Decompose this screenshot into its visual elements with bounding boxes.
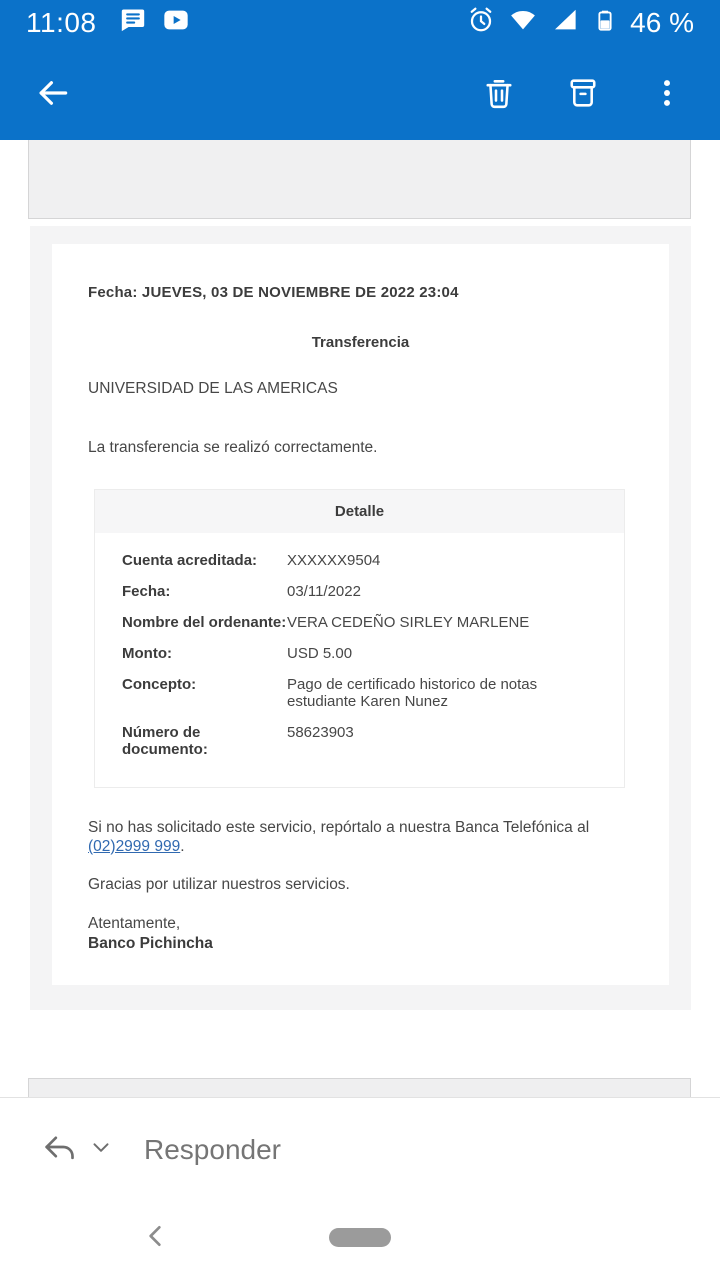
- phone-link[interactable]: (02)2999 999: [88, 838, 181, 855]
- detail-table: [94, 489, 625, 788]
- fraud-notice-period: .: [180, 838, 185, 855]
- intro-text: La transferencia se realizó correctamente.: [88, 439, 378, 456]
- clock-time: 11:08: [26, 6, 97, 38]
- nav-back-chevron-icon[interactable]: [140, 1220, 172, 1252]
- next-quoted-block: [28, 1078, 691, 1097]
- alarm-icon: [466, 5, 496, 40]
- delete-trash-icon[interactable]: [470, 64, 528, 122]
- thanks-text: Gracias por utilizar nuestros servicios.: [88, 876, 350, 893]
- table-row: [95, 545, 624, 576]
- reply-arrow-icon: [40, 1130, 80, 1169]
- table-row: [95, 607, 624, 638]
- row-label: Nombre del ordenante:: [122, 614, 287, 631]
- row-value: 03/11/2022: [287, 583, 361, 600]
- signal-icon: [550, 5, 580, 40]
- status-bar: [0, 0, 720, 45]
- table-row: [95, 669, 624, 717]
- overflow-menu-icon[interactable]: [638, 64, 696, 122]
- reply-label: Responder: [144, 1133, 281, 1165]
- row-value: USD 5.00: [287, 645, 353, 662]
- bank-signature: Banco Pichincha: [88, 935, 213, 952]
- organization-name: UNIVERSIDAD DE LAS AMERICAS: [88, 380, 338, 397]
- email-date-line: Fecha: JUEVES, 03 DE NOVIEMBRE DE 2022 23:04: [88, 284, 459, 301]
- messages-notification-icon: [119, 6, 147, 39]
- fraud-notice-text: Si no has solicitado este servicio, repórtalo a nuestra Banca Telefónica al: [88, 819, 590, 836]
- battery-percent: 46 %: [630, 6, 694, 38]
- battery-icon: [592, 5, 618, 40]
- table-row: [95, 576, 624, 607]
- table-row: [95, 638, 624, 669]
- reply-options-chevron-icon[interactable]: [88, 1134, 114, 1165]
- email-body-background: [30, 226, 691, 1010]
- row-label: Fecha:: [122, 583, 171, 600]
- fraud-notice: [88, 818, 633, 856]
- wifi-icon: [508, 5, 538, 40]
- signoff-text: Atentamente,: [88, 915, 181, 932]
- back-arrow-icon[interactable]: [24, 64, 82, 122]
- home-gesture-pill[interactable]: [329, 1228, 391, 1247]
- scrolled-header-block: [28, 140, 691, 219]
- email-viewport: [0, 140, 720, 1280]
- row-value: XXXXXX9504: [287, 552, 381, 569]
- row-label: Cuenta acreditada:: [122, 552, 258, 569]
- youtube-notification-icon: [161, 6, 191, 39]
- row-value: VERA CEDEÑO SIRLEY MARLENE: [287, 614, 530, 631]
- email-title: Transferencia: [311, 334, 410, 351]
- table-row: [95, 717, 624, 765]
- detail-table-header: Detalle: [95, 490, 624, 533]
- row-label: Número de documento:: [122, 724, 208, 758]
- row-value: Pago de certificado historico de notas estudiante Karen Nunez: [287, 676, 538, 710]
- reply-button[interactable]: [0, 1098, 720, 1169]
- app-bar: [0, 45, 720, 140]
- email-content-card: [52, 244, 669, 985]
- reply-bar: [0, 1097, 720, 1280]
- archive-icon[interactable]: [554, 64, 612, 122]
- row-value: 58623903: [287, 724, 354, 741]
- row-label: Concepto:: [122, 676, 197, 693]
- row-label: Monto:: [122, 645, 172, 662]
